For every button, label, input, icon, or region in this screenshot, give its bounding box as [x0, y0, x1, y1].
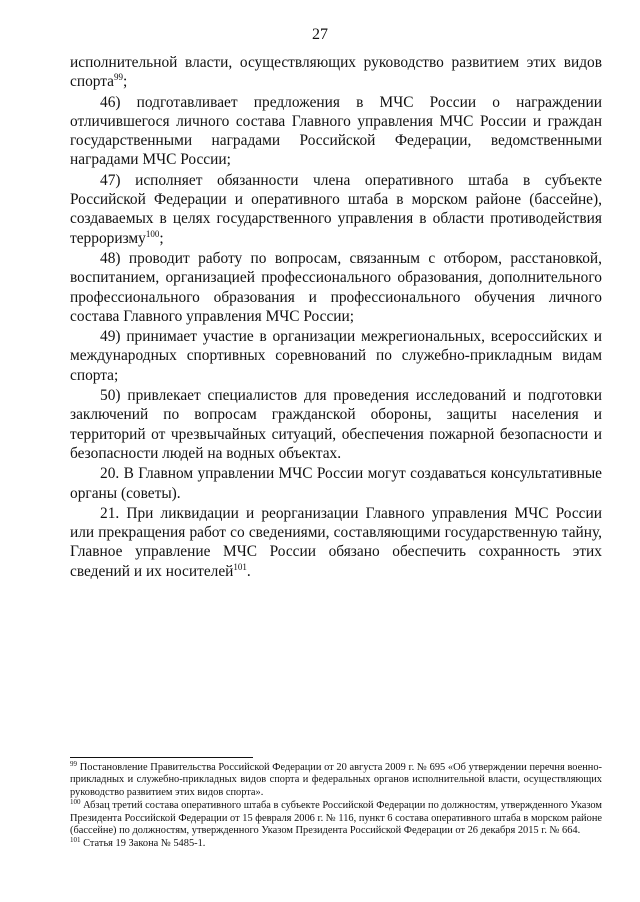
paragraph-continuation: [70, 53, 602, 92]
footnote-text: Статья 19 Закона № 5485-1.: [80, 838, 206, 850]
paragraph-text: 48) проводит работу по вопросам, связанным с отбором, расстановкой, воспитанием, организацией профессионального образования, дополнительного профессионального образования и профессионального обучения личного состава Главного управления МЧС России;: [70, 249, 602, 325]
footnote-101: [70, 838, 602, 850]
footnote-ref[interactable]: 101: [233, 561, 247, 572]
paragraph-text: 21. При ликвидации и реорганизации Главного управления МЧС России или прекращения работ со сведениями, составляющими государственную тайну, Главное управление МЧС России обязано обеспечить сохранность этих сведений и их носителей: [70, 504, 602, 580]
footnotes: [70, 762, 602, 852]
footnote-99: [70, 762, 602, 799]
paragraph-item-46: [70, 93, 602, 170]
paragraph-text: исполнительной власти, осуществляющих руководство развитием этих видов спорта: [70, 54, 602, 91]
paragraph-text: 46) подготавливает предложения в МЧС России о награждении отличившегося личного состава Главного управления МЧС России и граждан государственными наградами Российской Федерации, ведомственными наградами МЧС России;: [70, 93, 602, 169]
paragraph-punct: ;: [123, 73, 128, 91]
paragraph-item-50: [70, 386, 602, 463]
paragraph-section-20: [70, 464, 602, 503]
footnote-100: [70, 800, 602, 837]
page-number: 27: [312, 26, 328, 43]
footnote-number: 99: [70, 760, 77, 768]
footnote-text: Абзац третий состава оперативного штаба в субъекте Российской Федерации по должностям, утвержденного Указом Президента Российской Федерации от 15 февраля 2006 г. № 116, пункт 6 состава оперативного штаба в морском районе (бассейне) по должностям, утвержденного Указом Президента Российской Федерации от 26 декабря 2015 г. № 664.: [70, 800, 602, 837]
paragraph-punct: ;: [159, 229, 164, 247]
paragraph-item-48: [70, 249, 602, 326]
footnote-number: 101: [70, 836, 81, 845]
body-text: [70, 53, 602, 582]
paragraph-text: 47) исполняет обязанности члена оперативного штаба в субъекте Российской Федерации и оперативного штаба в морском районе (бассейне), создаваемых в целях государственного управления в области противодействия терроризму: [70, 171, 602, 247]
paragraph-item-47: [70, 171, 602, 248]
paragraph-text: 20. В Главном управлении МЧС России могут создаваться консультативные органы (советы).: [70, 465, 602, 502]
paragraph-text: 50) привлекает специалистов для проведения исследований и подготовки заключений по вопросам гражданской обороны, защиты населения и территорий от чрезвычайных ситуаций, обеспечения пожарной безопасности и безопасности людей на водных объектах.: [70, 387, 602, 462]
paragraph-text: 49) принимает участие в организации межрегиональных, всероссийских и международных спортивных соревнований по служебно-прикладным видам спорта;: [70, 328, 602, 384]
footnote-ref[interactable]: 100: [145, 228, 160, 239]
footnote-separator: [70, 757, 253, 758]
footnote-ref[interactable]: 99: [114, 72, 124, 83]
footnote-text: Постановление Правительства Российской Федерации от 20 августа 2009 г. № 695 «Об утверждении перечня военно-прикладных и служебно-прикладных видов спорта и федеральных органов исполнительной власти, осуществляющих руководство развитием этих видов спорта».: [70, 762, 602, 798]
paragraph-item-49: [70, 327, 602, 385]
footnote-number: 100: [70, 798, 81, 807]
paragraph-section-21: [70, 504, 602, 581]
paragraph-punct: .: [246, 562, 251, 580]
